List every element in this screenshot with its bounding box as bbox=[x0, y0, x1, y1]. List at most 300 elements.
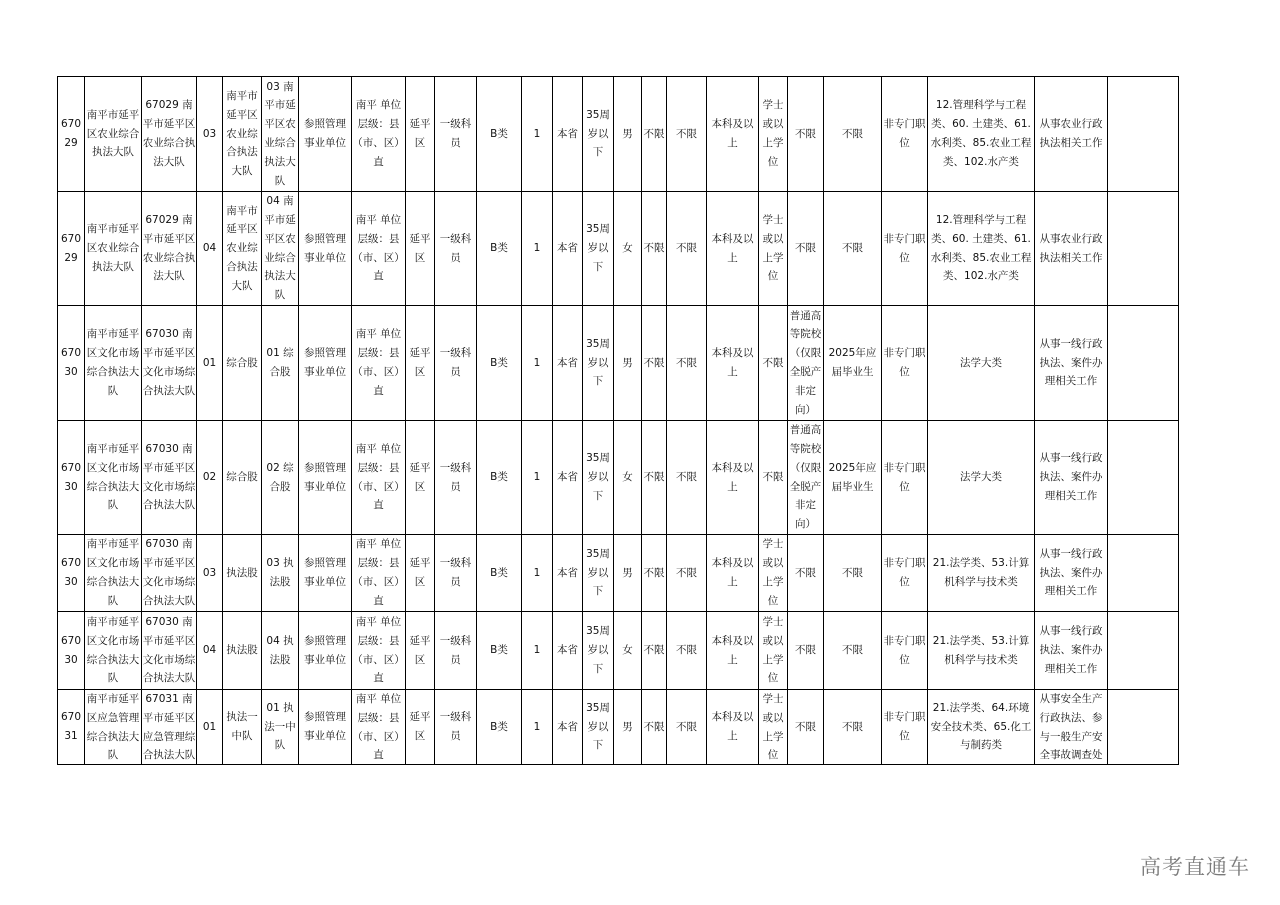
cell-text: 男 bbox=[622, 356, 633, 369]
cell-text: 03 执法股 bbox=[266, 557, 294, 588]
cell-unit-nature bbox=[299, 306, 352, 421]
cell-code bbox=[58, 192, 85, 306]
table-row bbox=[58, 612, 1179, 690]
cell-text: 2025年应届毕业生 bbox=[828, 347, 877, 378]
cell-position-type bbox=[882, 306, 928, 421]
cell-duties bbox=[1035, 192, 1108, 306]
cell-text: 学士或以上学位 bbox=[762, 538, 784, 607]
cell-political bbox=[642, 77, 667, 192]
cell-household bbox=[553, 421, 583, 535]
cell-headcount bbox=[522, 690, 553, 765]
cell-major bbox=[928, 421, 1035, 535]
cell-political bbox=[642, 192, 667, 306]
cell-unit-name bbox=[85, 690, 142, 765]
cell-text: 从事一线行政执法、案件办理相关工作 bbox=[1039, 337, 1103, 388]
cell-text: 04 执法股 bbox=[266, 634, 294, 666]
cell-unit-name bbox=[85, 77, 142, 192]
cell-text: 参照管理事业单位 bbox=[304, 711, 346, 742]
cell-text: 男 bbox=[622, 566, 633, 579]
cell-department bbox=[223, 690, 262, 765]
cell-remarks bbox=[1108, 690, 1179, 765]
cell-text: 从事一线行政执法、案件办理相关工作 bbox=[1039, 625, 1103, 675]
cell-text: 延平区 bbox=[409, 347, 431, 378]
cell-text: 不限 bbox=[643, 566, 665, 579]
cell-unit-level bbox=[352, 192, 406, 306]
cell-candidate-type bbox=[824, 535, 882, 612]
cell-text: 南平市延平区文化市场综合执法大队 bbox=[86, 538, 140, 607]
cell-text: 从事农业行政执法相关工作 bbox=[1039, 118, 1103, 149]
cell-text: 一级科员 bbox=[439, 118, 472, 149]
cell-text: 南平市延平区文化市场综合执法大队 bbox=[86, 615, 140, 685]
cell-text: B类 bbox=[490, 471, 508, 484]
cell-education bbox=[707, 421, 759, 535]
cell-text: 从事农业行政执法相关工作 bbox=[1039, 232, 1103, 264]
cell-degree bbox=[759, 192, 788, 306]
cell-text: 不限 bbox=[842, 720, 863, 733]
cell-text: 本省 bbox=[557, 471, 578, 484]
cell-text: 不限 bbox=[676, 720, 697, 733]
cell-text: 不限 bbox=[795, 127, 816, 140]
cell-text: 不限 bbox=[643, 127, 665, 140]
cell-text: 参照管理事业单位 bbox=[304, 461, 346, 493]
cell-education bbox=[707, 535, 759, 612]
cell-text: 从事安全生产行政执法、参与一般生产安全事故调查处 bbox=[1039, 693, 1103, 762]
cell-department bbox=[223, 192, 262, 306]
cell-text: 非专门职位 bbox=[883, 347, 926, 378]
cell-age bbox=[583, 535, 614, 612]
cell-text: 1 bbox=[533, 356, 541, 369]
cell-text: 延平区 bbox=[409, 634, 431, 666]
cell-position-no bbox=[197, 690, 223, 765]
cell-text: 南平市延平区文化市场综合执法大队 bbox=[86, 442, 140, 512]
cell-position-type bbox=[882, 77, 928, 192]
table-body bbox=[58, 77, 1179, 765]
cell-text: 67029 南平市延平区农业综合执法大队 bbox=[142, 99, 196, 168]
cell-education bbox=[707, 690, 759, 765]
cell-text: 南平 单位层级：县（市、区）直 bbox=[352, 538, 405, 607]
cell-political bbox=[642, 535, 667, 612]
cell-region bbox=[406, 306, 435, 421]
cell-text: 不限 bbox=[676, 471, 697, 484]
cell-unit-level bbox=[352, 306, 406, 421]
cell-text: 学士或以上学位 bbox=[762, 99, 784, 168]
cell-exam-category bbox=[477, 192, 522, 306]
cell-text: 1 bbox=[533, 566, 541, 579]
cell-school-type bbox=[788, 421, 824, 535]
cell-work-exp bbox=[667, 612, 707, 690]
cell-text: 法学大类 bbox=[960, 356, 1002, 369]
cell-text: 1 bbox=[533, 644, 541, 657]
cell-text: 普通高等院校（仅限全脱产非定向） bbox=[789, 424, 822, 531]
cell-remarks bbox=[1108, 612, 1179, 690]
cell-text: 本科及以上 bbox=[711, 461, 754, 493]
table-row bbox=[58, 535, 1179, 612]
cell-age bbox=[583, 690, 614, 765]
cell-position-name bbox=[262, 306, 299, 421]
cell-text: 67030 南平市延平区文化市场综合执法大队 bbox=[142, 328, 196, 397]
cell-text: 01 bbox=[202, 720, 217, 733]
cell-school-type bbox=[788, 535, 824, 612]
cell-text: 03 南平市延平区农业综合执法大队 bbox=[264, 80, 296, 187]
cell-household bbox=[553, 192, 583, 306]
cell-text: 不限 bbox=[643, 242, 665, 255]
cell-text: 01 综合股 bbox=[266, 347, 294, 378]
cell-degree bbox=[759, 612, 788, 690]
cell-work-exp bbox=[667, 77, 707, 192]
cell-age bbox=[583, 77, 614, 192]
cell-remarks bbox=[1108, 306, 1179, 421]
cell-text: 不限 bbox=[643, 356, 665, 369]
cell-text: 04 bbox=[202, 242, 217, 255]
cell-unit-name bbox=[85, 306, 142, 421]
cell-exam-category bbox=[477, 690, 522, 765]
cell-text: 03 bbox=[202, 127, 217, 140]
cell-remarks bbox=[1108, 421, 1179, 535]
cell-text: 本科及以上 bbox=[711, 634, 754, 666]
cell-text: 南平市延平区农业综合执法大队 bbox=[86, 223, 140, 273]
cell-text: 1 bbox=[533, 127, 541, 140]
cell-exam-category bbox=[477, 535, 522, 612]
cell-text: 67030 南平市延平区文化市场综合执法大队 bbox=[142, 615, 196, 685]
cell-headcount bbox=[522, 421, 553, 535]
table-row bbox=[58, 421, 1179, 535]
cell-unit-code-name bbox=[142, 421, 197, 535]
cell-remarks bbox=[1108, 77, 1179, 192]
cell-unit-code-name bbox=[142, 192, 197, 306]
cell-major bbox=[928, 77, 1035, 192]
cell-text: 南平 单位层级：县（市、区）直 bbox=[352, 328, 405, 397]
cell-remarks bbox=[1108, 192, 1179, 306]
cell-position-no bbox=[197, 612, 223, 690]
cell-text: 法学大类 bbox=[960, 471, 1002, 484]
cell-gender bbox=[614, 77, 642, 192]
cell-text: 04 bbox=[202, 644, 217, 657]
cell-degree bbox=[759, 77, 788, 192]
cell-text: 67031 南平市延平区应急管理综合执法大队 bbox=[142, 693, 196, 762]
cell-position-name bbox=[262, 192, 299, 306]
cell-text: 本科及以上 bbox=[711, 118, 754, 149]
cell-text: 35周岁以下 bbox=[586, 223, 610, 273]
cell-school-type bbox=[788, 192, 824, 306]
cell-text: 南平市延平区农业综合执法大队 bbox=[226, 90, 258, 178]
cell-text: 不限 bbox=[842, 127, 863, 140]
cell-degree bbox=[759, 306, 788, 421]
cell-education bbox=[707, 306, 759, 421]
cell-text: 女 bbox=[622, 242, 633, 255]
cell-position-name bbox=[262, 77, 299, 192]
cell-major bbox=[928, 612, 1035, 690]
cell-text: 一级科员 bbox=[439, 461, 472, 493]
cell-region bbox=[406, 612, 435, 690]
cell-text: 男 bbox=[622, 720, 633, 733]
cell-text: 本省 bbox=[557, 644, 578, 657]
cell-position-name bbox=[262, 690, 299, 765]
cell-text: 本科及以上 bbox=[711, 232, 754, 264]
cell-degree bbox=[759, 535, 788, 612]
cell-unit-name bbox=[85, 192, 142, 306]
cell-text: B类 bbox=[490, 566, 508, 579]
cell-text: 一级科员 bbox=[439, 634, 472, 666]
cell-text: 综合股 bbox=[226, 471, 258, 484]
cell-age bbox=[583, 612, 614, 690]
cell-candidate-type bbox=[824, 77, 882, 192]
cell-unit-code-name bbox=[142, 77, 197, 192]
cell-age bbox=[583, 192, 614, 306]
cell-code bbox=[58, 421, 85, 535]
cell-school-type bbox=[788, 77, 824, 192]
cell-text: 本省 bbox=[557, 356, 578, 369]
cell-unit-code-name bbox=[142, 535, 197, 612]
cell-text: 综合股 bbox=[226, 356, 258, 369]
cell-work-exp bbox=[667, 690, 707, 765]
cell-unit-level bbox=[352, 77, 406, 192]
cell-text: 不限 bbox=[762, 471, 784, 484]
cell-household bbox=[553, 612, 583, 690]
cell-headcount bbox=[522, 77, 553, 192]
cell-code bbox=[58, 535, 85, 612]
cell-position-name bbox=[262, 612, 299, 690]
cell-text: 35周岁以下 bbox=[586, 108, 610, 159]
cell-text: 67031 bbox=[60, 711, 82, 742]
cell-text: 从事一线行政执法、案件办理相关工作 bbox=[1039, 547, 1103, 598]
cell-headcount bbox=[522, 306, 553, 421]
cell-text: 南平市延平区文化市场综合执法大队 bbox=[86, 328, 140, 397]
cell-text: 延平区 bbox=[409, 232, 431, 264]
cell-text: 35周岁以下 bbox=[586, 337, 610, 388]
cell-code bbox=[58, 612, 85, 690]
cell-unit-nature bbox=[299, 612, 352, 690]
cell-school-type bbox=[788, 306, 824, 421]
cell-text: 延平区 bbox=[409, 118, 431, 149]
cell-text: 南平 单位层级：县（市、区）直 bbox=[352, 442, 405, 512]
job-table bbox=[57, 76, 1179, 765]
cell-position-type bbox=[882, 192, 928, 306]
cell-unit-level bbox=[352, 612, 406, 690]
cell-text: 普通高等院校（仅限全脱产非定向） bbox=[789, 309, 822, 416]
cell-text: 不限 bbox=[795, 720, 816, 733]
cell-text: 执法股 bbox=[226, 566, 258, 579]
cell-text: 不限 bbox=[676, 127, 697, 140]
cell-text: 21.法学类、64.环境安全技术类、65.化工与制药类 bbox=[930, 701, 1032, 752]
cell-text: B类 bbox=[490, 242, 508, 255]
cell-text: 执法股 bbox=[226, 644, 258, 657]
cell-unit-code-name bbox=[142, 306, 197, 421]
cell-text: 不限 bbox=[676, 644, 697, 657]
cell-text: 一级科员 bbox=[439, 347, 472, 378]
cell-text: 非专门职位 bbox=[883, 461, 926, 493]
cell-rank bbox=[435, 690, 477, 765]
cell-text: 女 bbox=[622, 471, 633, 484]
cell-position-no bbox=[197, 192, 223, 306]
cell-text: 不限 bbox=[795, 566, 816, 579]
cell-text: 女 bbox=[622, 644, 633, 657]
cell-region bbox=[406, 192, 435, 306]
cell-rank bbox=[435, 306, 477, 421]
cell-text: B类 bbox=[490, 720, 508, 733]
cell-duties bbox=[1035, 612, 1108, 690]
cell-position-no bbox=[197, 306, 223, 421]
cell-text: 67030 南平市延平区文化市场综合执法大队 bbox=[142, 538, 196, 607]
cell-exam-category bbox=[477, 77, 522, 192]
table-row bbox=[58, 306, 1179, 421]
cell-region bbox=[406, 690, 435, 765]
cell-text: 不限 bbox=[676, 566, 697, 579]
cell-department bbox=[223, 306, 262, 421]
cell-unit-code-name bbox=[142, 690, 197, 765]
cell-text: 一级科员 bbox=[439, 557, 472, 588]
cell-text: 参照管理事业单位 bbox=[304, 118, 346, 149]
cell-text: 学士或以上学位 bbox=[762, 615, 784, 685]
cell-school-type bbox=[788, 690, 824, 765]
cell-text: 参照管理事业单位 bbox=[304, 347, 346, 378]
cell-text: 南平 单位层级：县（市、区）直 bbox=[352, 213, 405, 283]
cell-position-no bbox=[197, 421, 223, 535]
cell-department bbox=[223, 421, 262, 535]
cell-text: 不限 bbox=[643, 644, 665, 657]
cell-gender bbox=[614, 306, 642, 421]
cell-text: 延平区 bbox=[409, 557, 431, 588]
cell-education bbox=[707, 612, 759, 690]
cell-household bbox=[553, 535, 583, 612]
cell-code bbox=[58, 690, 85, 765]
cell-exam-category bbox=[477, 421, 522, 535]
table-row bbox=[58, 690, 1179, 765]
cell-text: 1 bbox=[533, 720, 541, 733]
cell-text: 1 bbox=[533, 242, 541, 255]
cell-text: 02 综合股 bbox=[266, 461, 294, 493]
cell-household bbox=[553, 690, 583, 765]
cell-unit-code-name bbox=[142, 612, 197, 690]
cell-education bbox=[707, 192, 759, 306]
cell-text: 本科及以上 bbox=[711, 557, 754, 588]
cell-text: 南平市延平区应急管理综合执法大队 bbox=[86, 693, 140, 762]
cell-text: 南平 单位层级：县（市、区）直 bbox=[352, 615, 405, 685]
cell-text: 不限 bbox=[643, 471, 665, 484]
cell-candidate-type bbox=[824, 690, 882, 765]
cell-position-type bbox=[882, 612, 928, 690]
cell-text: 南平 单位层级：县（市、区）直 bbox=[352, 693, 405, 762]
cell-unit-name bbox=[85, 421, 142, 535]
cell-text: 35周岁以下 bbox=[586, 701, 610, 752]
cell-text: 不限 bbox=[842, 644, 863, 657]
cell-gender bbox=[614, 690, 642, 765]
cell-political bbox=[642, 421, 667, 535]
cell-text: 67030 bbox=[60, 461, 82, 493]
cell-unit-name bbox=[85, 535, 142, 612]
cell-text: 从事一线行政执法、案件办理相关工作 bbox=[1039, 452, 1103, 502]
cell-unit-nature bbox=[299, 535, 352, 612]
cell-text: 67029 南平市延平区农业综合执法大队 bbox=[142, 213, 196, 283]
cell-position-name bbox=[262, 535, 299, 612]
cell-text: 一级科员 bbox=[439, 711, 472, 742]
cell-text: 35周岁以下 bbox=[586, 547, 610, 598]
watermark: 高考直通车 bbox=[1140, 855, 1250, 879]
cell-remarks bbox=[1108, 535, 1179, 612]
cell-unit-level bbox=[352, 535, 406, 612]
cell-code bbox=[58, 77, 85, 192]
cell-text: 本省 bbox=[557, 720, 578, 733]
cell-text: 非专门职位 bbox=[883, 711, 926, 742]
cell-age bbox=[583, 421, 614, 535]
cell-major bbox=[928, 535, 1035, 612]
cell-rank bbox=[435, 535, 477, 612]
cell-major bbox=[928, 306, 1035, 421]
cell-candidate-type bbox=[824, 192, 882, 306]
cell-rank bbox=[435, 421, 477, 535]
cell-text: 学士或以上学位 bbox=[762, 693, 784, 762]
cell-text: 67030 南平市延平区文化市场综合执法大队 bbox=[142, 442, 196, 512]
cell-rank bbox=[435, 77, 477, 192]
cell-major bbox=[928, 690, 1035, 765]
cell-text: 67029 bbox=[60, 118, 82, 149]
cell-text: 67030 bbox=[60, 347, 82, 378]
cell-unit-level bbox=[352, 690, 406, 765]
cell-text: 非专门职位 bbox=[883, 232, 926, 264]
table-row bbox=[58, 192, 1179, 306]
cell-region bbox=[406, 421, 435, 535]
cell-work-exp bbox=[667, 192, 707, 306]
cell-text: 不限 bbox=[795, 242, 816, 255]
cell-text: 02 bbox=[202, 471, 217, 484]
cell-text: B类 bbox=[490, 356, 508, 369]
cell-position-name bbox=[262, 421, 299, 535]
cell-text: 本省 bbox=[557, 566, 578, 579]
cell-text: 一级科员 bbox=[439, 232, 472, 264]
cell-work-exp bbox=[667, 421, 707, 535]
cell-text: 35周岁以下 bbox=[586, 452, 610, 502]
cell-headcount bbox=[522, 192, 553, 306]
cell-text: B类 bbox=[490, 127, 508, 140]
cell-text: 南平市延平区农业综合执法大队 bbox=[226, 204, 258, 292]
cell-gender bbox=[614, 421, 642, 535]
cell-region bbox=[406, 535, 435, 612]
cell-duties bbox=[1035, 421, 1108, 535]
cell-text: 执法一中队 bbox=[226, 711, 258, 742]
cell-position-type bbox=[882, 690, 928, 765]
cell-headcount bbox=[522, 535, 553, 612]
cell-rank bbox=[435, 612, 477, 690]
cell-text: 本省 bbox=[557, 127, 578, 140]
cell-text: 01 执法一中队 bbox=[264, 701, 296, 752]
cell-unit-nature bbox=[299, 192, 352, 306]
cell-department bbox=[223, 612, 262, 690]
cell-region bbox=[406, 77, 435, 192]
cell-text: 不限 bbox=[676, 356, 697, 369]
cell-household bbox=[553, 77, 583, 192]
cell-work-exp bbox=[667, 535, 707, 612]
cell-text: 21.法学类、53.计算机科学与技术类 bbox=[932, 557, 1030, 588]
cell-degree bbox=[759, 421, 788, 535]
cell-text: 本科及以上 bbox=[711, 347, 754, 378]
cell-unit-nature bbox=[299, 421, 352, 535]
cell-department bbox=[223, 77, 262, 192]
cell-candidate-type bbox=[824, 421, 882, 535]
cell-text: 12.管理科学与工程类、60. 土建类、61.水利类、85.农业工程类、102.水产类 bbox=[930, 99, 1032, 168]
cell-text: 35周岁以下 bbox=[586, 625, 610, 675]
cell-text: 不限 bbox=[676, 242, 697, 255]
cell-candidate-type bbox=[824, 612, 882, 690]
cell-code bbox=[58, 306, 85, 421]
cell-school-type bbox=[788, 612, 824, 690]
cell-household bbox=[553, 306, 583, 421]
cell-gender bbox=[614, 535, 642, 612]
table-row bbox=[58, 77, 1179, 192]
cell-text: 延平区 bbox=[409, 711, 431, 742]
cell-unit-name bbox=[85, 612, 142, 690]
cell-work-exp bbox=[667, 306, 707, 421]
cell-exam-category bbox=[477, 612, 522, 690]
cell-text: 非专门职位 bbox=[883, 634, 926, 666]
